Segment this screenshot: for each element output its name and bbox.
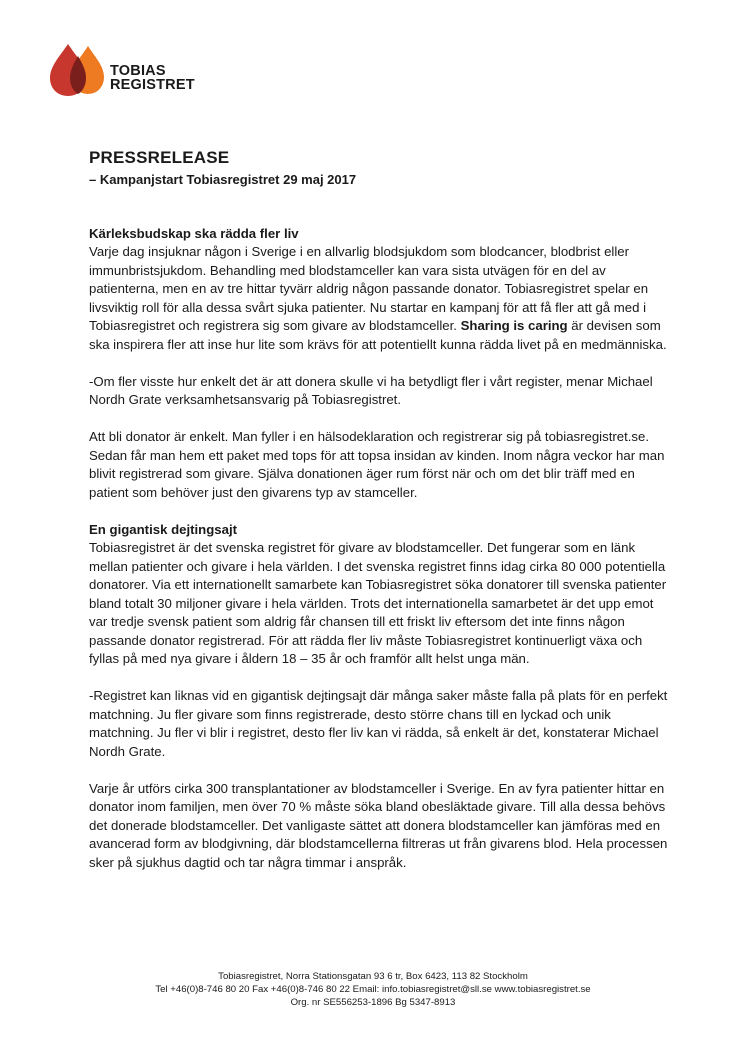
section-heading-1: Kärleksbudskap ska rädda fler liv <box>89 225 299 241</box>
footer-address: Tobiasregistret, Norra Stationsgatan 93 6 tr, Box 6423, 113 82 Stockholm <box>218 971 528 982</box>
campaign-slogan: Sharing is caring <box>460 318 568 333</box>
section-heading-2: En gigantisk dejtingsajt <box>89 521 238 537</box>
document-subtitle: – Kampanjstart Tobiasregistret 29 maj 2017 <box>89 172 357 187</box>
blood-drops-icon <box>48 42 114 98</box>
paragraph: -Registret kan liknas vid en gigantisk dejtingsajt där många saker måste falla på plats för en perfekt matchning. Ju fler givare som finns registrerade, desto större chans till en lyckad och unik matchning. Ju fler vi blir i registret, desto fler liv kan vi rädda, så enkelt är det, konstaterar Michael Nordh Grate. <box>89 688 668 759</box>
tobiasregistret-logo <box>48 42 208 98</box>
paragraph-text: är devisen som ska inspirera fler att inse hur lite som krävs för att potentiellt kunna rädda livet på en medmänniska. <box>89 318 667 352</box>
logo-line-2: REGISTRET <box>110 77 195 93</box>
paragraph: Att bli donator är enkelt. Man fyller i en hälsodeklaration och registrerar sig på tobiasregistret.se. Sedan får man hem ett paket med tops för att topsa insidan av kinden. Inom några veckor har man blivit registrerad som givare. Själva donationen äger rum först när och om det blir träff med en patient som behöver just den givarens typ av stamceller. <box>89 429 665 500</box>
paragraph-text: Varje dag insjuknar någon i Sverige i en allvarlig blodsjukdom som blodcancer, blodbrist eller immunbristsjukdom. Behandling med blodstamceller kan vara sista utvägen för en del av patienterna, men en av tre hittar tyvärr aldrig någon passande donator. Tobiasregistret spelar en livsviktig roll för alla dessa svårt sjuka patienter. Nu startar en kampanj för att få fler att gå med i Tobiasregistret och registrera sig som givare av blodstamceller. <box>89 244 649 333</box>
document-title: PRESSRELEASE <box>89 148 230 167</box>
logo-wordmark <box>110 64 195 92</box>
page-footer <box>0 970 746 1009</box>
paragraph: -Om fler visste hur enkelt det är att donera skulle vi ha betydligt fler i vårt register, menar Michael Nordh Grate verksamhetsansvarig på Tobiasregistret. <box>89 373 653 407</box>
paragraph: Varje år utförs cirka 300 transplantationer av blodstamceller i Sverige. En av fyra patienter hittar en donator inom familjen, men över 70 % måste söka bland obesläktade givare. Till alla dessa behövs det donerade blodstamceller. Det vanligaste sättet att donera blodstamceller kan jämföras med en avancerad form av blodgivning, där blodstamcellerna filtreras ut från givarens blod. Hela processen sker på sjukhus dagtid och tar några timmar i anspråk. <box>89 780 668 870</box>
footer-org-number: Org. nr SE556253-1896 Bg 5347-8913 <box>290 997 456 1008</box>
paragraph: Tobiasregistret är det svenska registret för givare av blodstamceller. Det fungerar som en länk mellan patienter och givare i hela världen. I det svenska registret finns idag cirka 80 000 potentiella donatorer. Via ett internationellt samarbete kan Tobiasregistret söka donatorer till svenska patienter bland totalt 30 miljoner givare i hela världen. Trots det internationella samarbetet är det upp emot var tredje svensk patient som aldrig får chansen till ett friskt liv eftersom det inte finns någon passande donator registrerad. För att rädda fler liv måste Tobiasregistret kontinuerligt växa och fyllas på med nya givare i åldern 18 – 35 år och framför allt helst unga män. <box>89 540 667 666</box>
paragraph <box>89 243 669 354</box>
press-release-body <box>89 147 669 872</box>
footer-contact: Tel +46(0)8-746 80 20 Fax +46(0)8-746 80 22 Email: info.tobiasregistret@sll.se www.tobiasregistret.se <box>155 984 591 995</box>
logo-line-1: TOBIAS <box>110 63 166 79</box>
